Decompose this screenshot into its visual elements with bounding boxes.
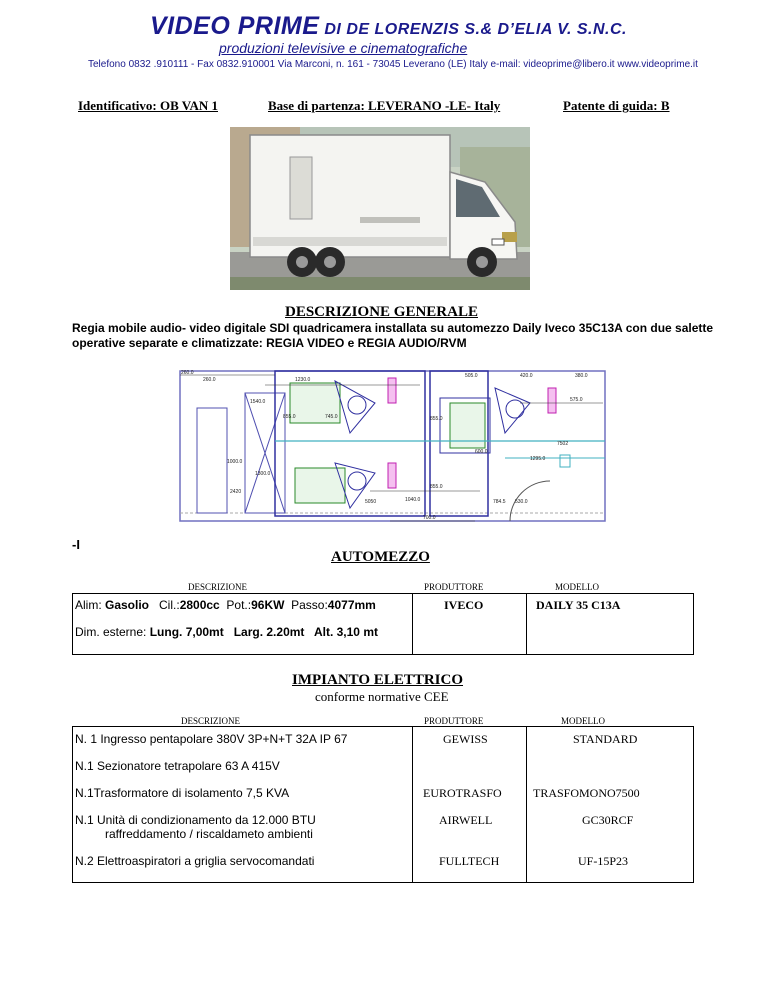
col-header-produttore: PRODUTTORE [424, 582, 484, 592]
dim-label: 600.0 [475, 449, 488, 455]
col-header-descrizione: DESCRIZIONE [188, 582, 247, 592]
impianto-table [72, 726, 694, 883]
dim-label: 784.5 [493, 499, 506, 505]
margin-mark: -I [72, 537, 80, 552]
dim-label: 1295.0 [530, 456, 546, 462]
impianto-row-desc: N.1Trasformatore di isolamento 7,5 KVA [75, 786, 290, 800]
impianto-row-prod: EUROTRASFO [423, 786, 502, 800]
dim-label: 1540.0 [250, 399, 266, 405]
dim-label: 1040.0 [405, 497, 421, 503]
base-di-partenza: Base di partenza: LEVERANO -LE- Italy [268, 98, 501, 113]
dim-label: 1000.0 [227, 459, 243, 465]
dimensioni-esterne [75, 625, 378, 639]
cil-value: 2800cc [179, 598, 220, 612]
patente-di-guida: Patente di guida: B [563, 98, 670, 113]
contact-line: Telefono 0832 .910111 - Fax 0832.910001 Via Marconi, n. 161 - 73045 Leverano (LE) Italy e-mail: videoprime@libero.it www.videoprime.it [88, 59, 698, 70]
impianto-row-desc: N. 1 Ingresso pentapolare 380V 3P+N+T 32A IP 67 [75, 732, 348, 746]
descrizione-generale-text: Regia mobile audio- video digitale SDI quadricamera installata su automezzo Daily Iveco 35C13A con due salette operative separate e climatizzate: REGIA VIDEO e REGIA AUDIO/RVM [72, 321, 714, 350]
impianto-row-model: TRASFOMONO7500 [533, 786, 640, 800]
dim-label: 855.0 [283, 414, 296, 420]
automezzo-produttore: IVECO [444, 598, 484, 612]
dim-label: 855.0 [430, 416, 443, 422]
tagline: produzioni televisive e cinematografiche [219, 40, 468, 56]
dim-label: 7502 [557, 441, 569, 447]
impianto-row-prod: AIRWELL [439, 813, 493, 827]
alim-label: Alim: [75, 598, 105, 612]
dim-label: 745.0 [325, 414, 338, 420]
automezzo-specs [75, 598, 376, 612]
passo-label: Passo: [284, 598, 328, 612]
dim-label: 260.0 [203, 377, 216, 383]
descrizione-generale-title: DESCRIZIONE GENERALE [285, 304, 478, 320]
dim-label: 575.0 [570, 397, 583, 403]
dim-label: 1300.0 [255, 471, 271, 477]
impianto-row-model: UF-15P23 [578, 854, 629, 868]
floor-plan-diagram [175, 363, 615, 528]
company-name-rest: DI DE LORENZIS S.& D’ELIA V. S.N.C. [319, 21, 627, 38]
automezzo-table [72, 593, 694, 655]
company-name-main: VIDEO PRIME [150, 12, 320, 40]
impianto-row-desc-2: raffreddamento / riscaldameto ambienti [105, 827, 313, 841]
impianto-row-model: STANDARD [573, 732, 638, 746]
dim-label: 1230.0 [295, 377, 311, 383]
dim-label: 700.0 [423, 515, 436, 521]
pot-value: 96KW [251, 598, 285, 612]
impianto-row-prod: GEWISS [443, 732, 488, 746]
col-header-descrizione: DESCRIZIONE [181, 716, 240, 726]
pot-label: Pot.: [219, 598, 252, 612]
impianto-row-desc: N.1 Sezionatore tetrapolare 63 A 415V [75, 759, 280, 773]
identificativo: Identificativo: OB VAN 1 [78, 98, 218, 113]
automezzo-title: AUTOMEZZO [331, 549, 430, 565]
dim-label: 855.0 [430, 484, 443, 490]
impianto-row-prod: FULLTECH [439, 854, 500, 868]
truck-photo [230, 127, 530, 290]
dim-label: 505.0 [465, 373, 478, 379]
cil-label: Cil.: [149, 598, 180, 612]
dim-label: Dim. esterne: [75, 625, 150, 639]
col-header-modello: MODELLO [561, 716, 605, 726]
company-name [150, 12, 750, 41]
dim-label: 530.0 [515, 499, 528, 505]
dim-label: 380.0 [575, 373, 588, 379]
dim-label: 5050 [365, 499, 377, 505]
impianto-subtitle: conforme normative CEE [315, 689, 449, 704]
passo-value: 4077mm [327, 598, 376, 612]
dim-value: Lung. 7,00mt Larg. 2.20mt Alt. 3,10 mt [149, 625, 378, 639]
col-header-modello: MODELLO [555, 582, 599, 592]
col-header-produttore: PRODUTTORE [424, 716, 484, 726]
alim-value: Gasolio [105, 598, 150, 612]
impianto-row-model: GC30RCF [582, 813, 634, 827]
impianto-row-desc: N.1 Unità di condizionamento da 12.000 BTU [75, 813, 316, 827]
impianto-title: IMPIANTO ELETTRICO [292, 672, 464, 688]
dim-label: 2420 [230, 489, 242, 495]
automezzo-modello: DAILY 35 C13A [536, 598, 621, 612]
impianto-row-desc: N.2 Elettroaspiratori a griglia servocomandati [75, 854, 315, 868]
dim-label: 260.0 [181, 370, 194, 376]
dim-label: 420.0 [520, 373, 533, 379]
